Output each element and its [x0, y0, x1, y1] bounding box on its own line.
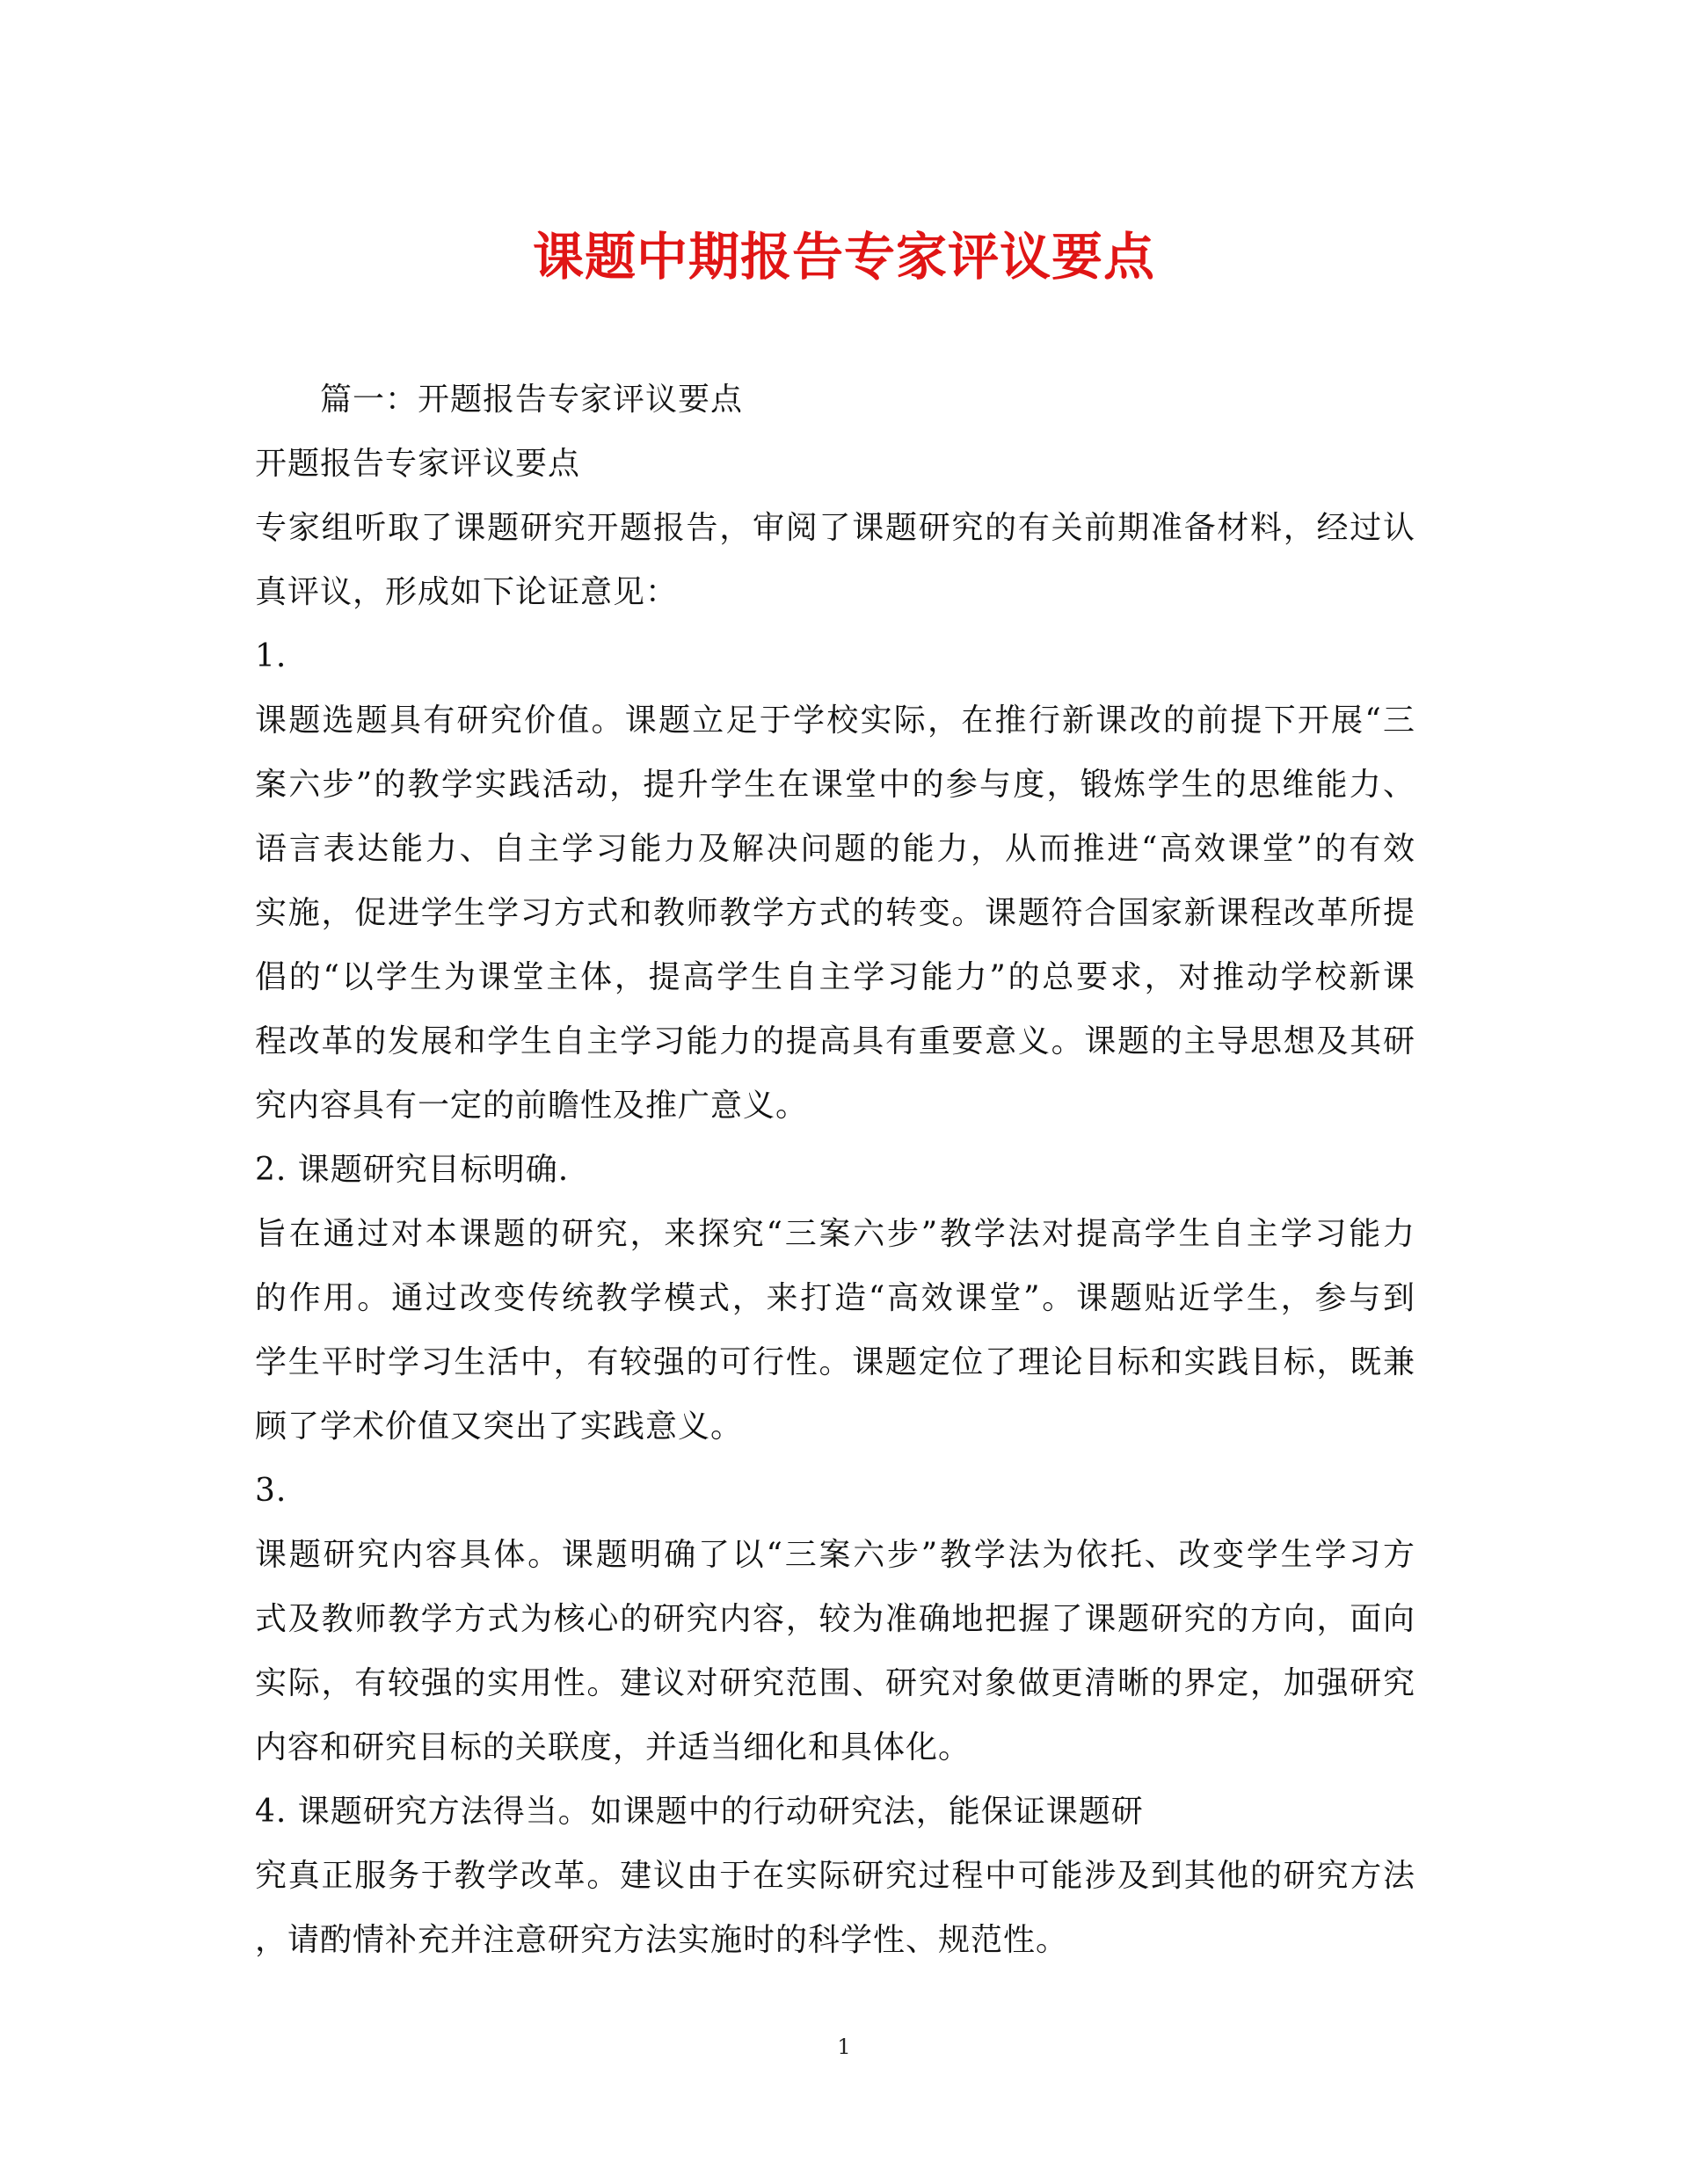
paragraph-line: 的作用。通过改变传统教学模式，来打造“高效课堂”。课题贴近学生，参与到	[255, 1280, 1415, 1316]
paragraph-line: 真评议，形成如下论证意见：	[255, 574, 679, 610]
subheading: 开题报告专家评议要点	[255, 446, 581, 482]
list-number: 3.	[255, 1473, 287, 1509]
paragraph-line: 究真正服务于教学改革。建议由于在实际研究过程中可能涉及到其他的研究方法	[255, 1858, 1415, 1894]
paragraph-line: 究内容具有一定的前瞻性及推广意义。	[255, 1088, 809, 1124]
list-item-heading: 2. 课题研究目标明确.	[255, 1152, 570, 1188]
paragraph-line: 实际，有较强的实用性。建议对研究范围、研究对象做更清晰的界定，加强研究	[255, 1665, 1415, 1701]
paragraph-line: 案六步”的教学实践活动，提升学生在课堂中的参与度，锻炼学生的思维能力、	[255, 767, 1415, 803]
paragraph-line: ，请酌情补充并注意研究方法实施时的科学性、规范性。	[255, 1922, 1069, 1958]
paragraph-line: 专家组听取了课题研究开题报告，审阅了课题研究的有关前期准备材料，经过认	[255, 510, 1415, 546]
paragraph-line: 实施，促进学生学习方式和教师教学方式的转变。课题符合国家新课程改革所提	[255, 895, 1415, 931]
list-number: 1.	[255, 638, 287, 674]
paragraph-line: 程改革的发展和学生自主学习能力的提高具有重要意义。课题的主导思想及其研	[255, 1023, 1415, 1059]
paragraph-line: 课题研究内容具体。课题明确了以“三案六步”教学法为依托、改变学生学习方	[255, 1537, 1415, 1573]
page-number: 1	[837, 2035, 851, 2059]
paragraph-line: 内容和研究目标的关联度，并适当细化和具体化。	[255, 1729, 971, 1765]
paragraph-line: 语言表达能力、自主学习能力及解决问题的能力，从而推进“高效课堂”的有效	[255, 831, 1415, 867]
document-title: 课题中期报告专家评议要点	[532, 227, 1155, 287]
paragraph-line: 旨在通过对本课题的研究，来探究“三案六步”教学法对提高学生自主学习能力	[255, 1216, 1415, 1252]
document-body	[255, 368, 1415, 1972]
paragraph-line: 顾了学术价值又突出了实践意义。	[255, 1409, 744, 1445]
list-item-heading: 4. 课题研究方法得当。如课题中的行动研究法，能保证课题研	[255, 1794, 1144, 1830]
paragraph-line: 倡的“以学生为课堂主体，提高学生自主学习能力”的总要求，对推动学校新课	[255, 959, 1415, 995]
paragraph-line: 式及教师教学方式为核心的研究内容，较为准确地把握了课题研究的方向，面向	[255, 1601, 1415, 1637]
section-heading: 篇一：开题报告专家评议要点	[320, 382, 744, 418]
paragraph-line: 课题选题具有研究价值。课题立足于学校实际，在推行新课改的前提下开展“三	[255, 703, 1415, 739]
paragraph-line: 学生平时学习生活中，有较强的可行性。课题定位了理论目标和实践目标，既兼	[255, 1344, 1415, 1380]
